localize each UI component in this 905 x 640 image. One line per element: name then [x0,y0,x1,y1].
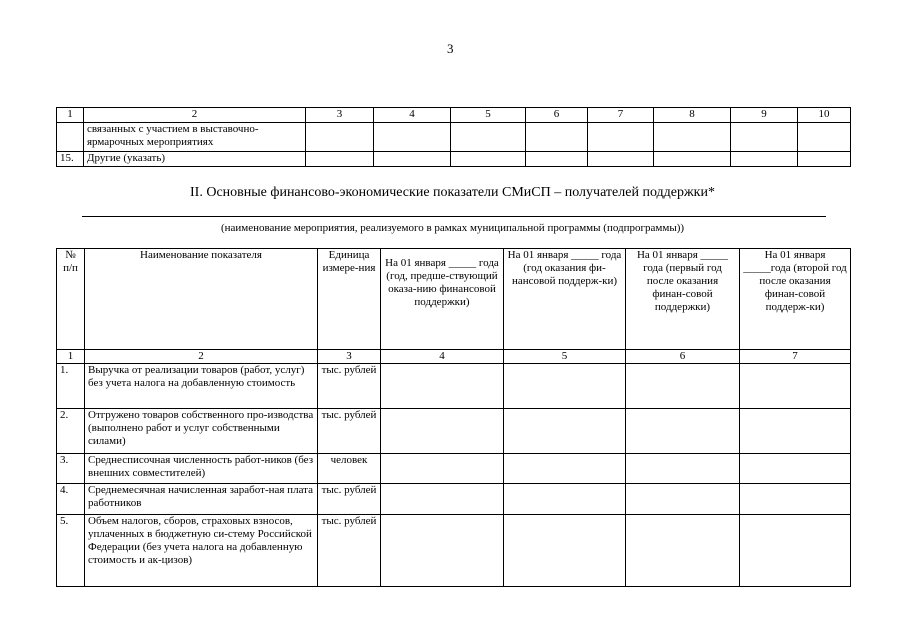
row-name: Отгружено товаров собственного про-изводства (выполнено работ и услуг собственными силами) [85,409,318,454]
header-cell: 9 [731,108,798,123]
section-caption: (наименование мероприятия, реализуемого в рамках муниципальной программы (подпрограммы)) [220,222,685,234]
header-cell: 5 [451,108,526,123]
column-number: 7 [740,350,851,364]
header-cell: 8 [654,108,731,123]
column-number: 3 [318,350,381,364]
header-cell: Наименование показателя [85,249,318,350]
page-number: 3 [447,41,454,56]
table-row [57,484,851,515]
row-number: 4. [57,484,85,515]
table-row [57,515,851,587]
row-text: Другие (указать) [84,152,306,167]
header-cell: На 01 января _____года (второй год после оказания финан-совой поддерж-ки) [740,249,851,350]
table-row [57,364,851,409]
column-number: 4 [381,350,504,364]
row-name: Среднесписочная численность работ-ников (без внешних совместителей) [85,454,318,484]
continuation-table [56,107,851,167]
row-text: связанных с участием в выставочно-ярмарочных мероприятиях [84,123,306,152]
header-cell: 1 [57,108,84,123]
row-number: 3. [57,454,85,484]
row-number: 1. [57,364,85,409]
table-row [57,409,851,454]
header-cell: 10 [798,108,851,123]
header-cell: 3 [306,108,374,123]
row-name: Среднемесячная начисленная заработ-ная плата работников [85,484,318,515]
row-number: 5. [57,515,85,587]
column-number: 5 [504,350,626,364]
header-cell: 6 [526,108,588,123]
header-cell: Единица измере-ния [318,249,381,350]
header-cell: На 01 января _____ года (год оказания фи-нансовой поддерж-ки) [504,249,626,350]
row-unit: человек [318,454,381,484]
header-cell: На 01 января _____ года (первый год после оказания финан-совой поддержки) [626,249,740,350]
header-cell: № п/п [57,249,85,350]
column-number: 6 [626,350,740,364]
row-unit: тыс. рублей [318,364,381,409]
row-unit: тыс. рублей [318,409,381,454]
column-number-row [57,350,851,364]
row-number: 2. [57,409,85,454]
table-row [57,454,851,484]
row-number: 15. [57,152,84,167]
row-unit: тыс. рублей [318,515,381,587]
indicators-table [56,248,851,587]
blank-underline [82,216,826,217]
table-row [57,152,851,167]
row-name: Выручка от реализации товаров (работ, услуг) без учета налога на добавленную стоимость [85,364,318,409]
table-row [57,123,851,152]
table-header-row [57,108,851,123]
column-number: 1 [57,350,85,364]
header-cell: 7 [588,108,654,123]
column-number: 2 [85,350,318,364]
header-cell: На 01 января _____ года (год, предше-ствующий оказа-нию финансовой поддержки) [381,249,504,350]
header-cell: 4 [374,108,451,123]
row-unit: тыс. рублей [318,484,381,515]
row-name: Объем налогов, сборов, страховых взносов, уплаченных в бюджетную си-стему Российской Федерации (без учета налога на добавленную стоимость и ак-цизов) [85,515,318,587]
section-title: II. Основные финансово-экономические показатели СМиСП – получателей поддержки* [190,185,715,200]
header-cell: 2 [84,108,306,123]
table-header-row [57,249,851,350]
